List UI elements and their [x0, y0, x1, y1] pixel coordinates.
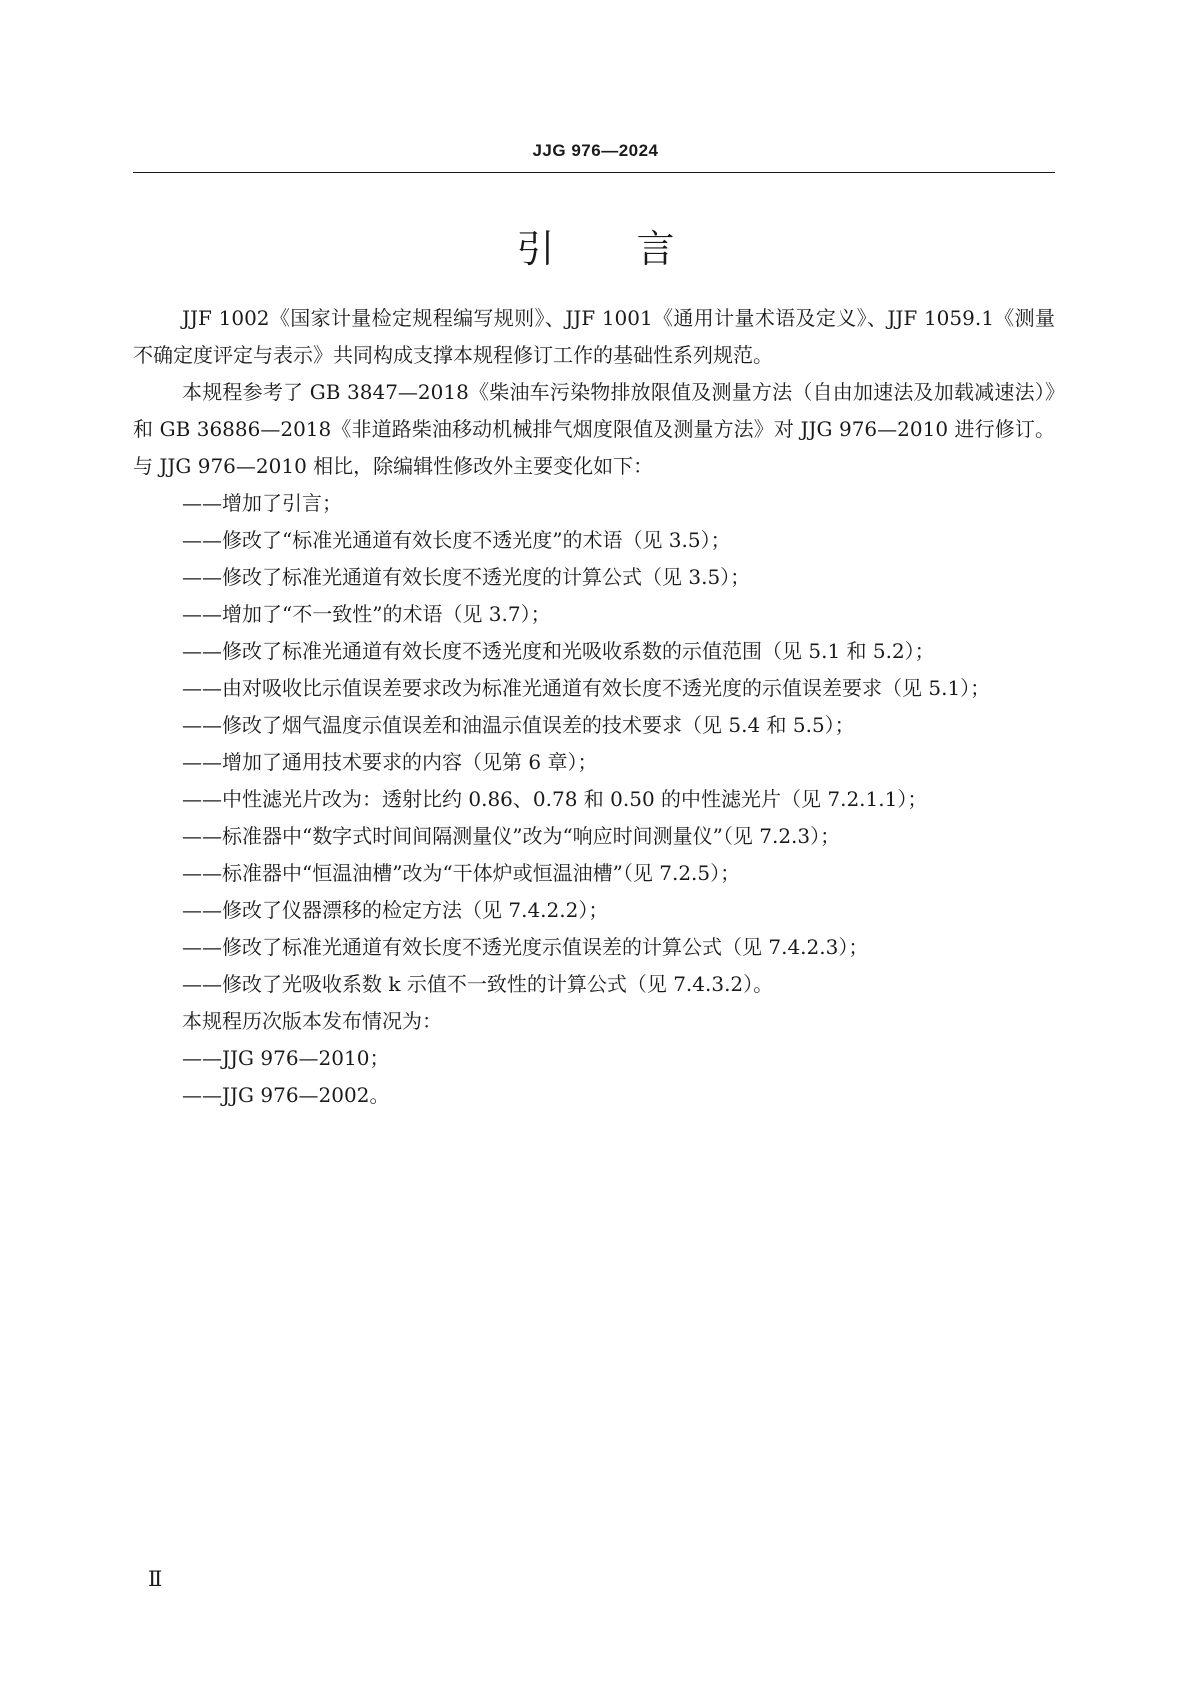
- header-rule: [133, 172, 1055, 173]
- change-item: ——修改了标准光通道有效长度不透光度示值误差的计算公式（见 7.4.2.3）；: [182, 935, 869, 959]
- change-item: ——由对吸收比示值误差要求改为标准光通道有效长度不透光度的示值误差要求（见 5.1）；: [182, 676, 991, 700]
- change-item: ——修改了仪器漂移的检定方法（见 7.4.2.2）；: [182, 898, 609, 922]
- change-item: ——增加了引言；: [182, 491, 342, 515]
- history-intro: 本规程历次版本发布情况为：: [182, 1009, 442, 1033]
- page-number: Ⅱ: [148, 1567, 163, 1591]
- change-item: ——标准器中“数字式时间间隔测量仪”改为“响应时间测量仪”（见 7.2.3）；: [182, 824, 841, 848]
- change-item: ——增加了通用技术要求的内容（见第 6 章）；: [182, 750, 598, 774]
- change-item: ——修改了“标准光通道有效长度不透光度”的术语（见 3.5）；: [182, 528, 731, 552]
- change-item: ——增加了“不一致性”的术语（见 3.7）；: [182, 602, 551, 626]
- change-item: ——修改了标准光通道有效长度不透光度的计算公式（见 3.5）；: [182, 565, 751, 589]
- change-item: ——修改了烟气温度示值误差和油温示值误差的技术要求（见 5.4 和 5.5）；: [182, 713, 855, 737]
- intro-paragraph-1: JJF 1002《国家计量检定规程编写规则》、JJF 1001《通用计量术语及定义》、JJF 1059.1《测量不确定度评定与表示》共同构成支撑本规程修订工作的基础性系列规范。: [133, 306, 1055, 367]
- change-item: ——修改了标准光通道有效长度不透光度和光吸收系数的示值范围（见 5.1 和 5.2）；: [182, 639, 935, 663]
- change-item: ——标准器中“恒温油槽”改为“干体炉或恒温油槽”（见 7.2.5）；: [182, 861, 741, 885]
- intro-paragraph-2: 本规程参考了 GB 3847—2018《柴油车污染物排放限值及测量方法（自由加速法及加载减速法）》和 GB 36886—2018《非道路柴油移动机械排气烟度限值及测量方法》对 JJG 976—2010 进行修订。与 JJG 976—2010 相比，除编辑性修改外主要变化如下：: [133, 380, 1055, 478]
- page-title-char-2: 言: [636, 227, 675, 271]
- page-title-char-1: 引: [516, 227, 555, 271]
- page-title: [0, 224, 1191, 274]
- body-text: [133, 300, 1055, 1114]
- change-item: ——修改了光吸收系数 k 示值不一致性的计算公式（见 7.4.3.2）。: [182, 972, 774, 996]
- history-item: ——JJG 976—2010；: [182, 1046, 390, 1070]
- page-header-standard-code: JJG 976—2024: [532, 141, 659, 160]
- change-item: ——中性滤光片改为：透射比约 0.86、0.78 和 0.50 的中性滤光片（见 7.2.1.1）；: [182, 787, 928, 811]
- history-item: ——JJG 976—2002。: [182, 1083, 390, 1107]
